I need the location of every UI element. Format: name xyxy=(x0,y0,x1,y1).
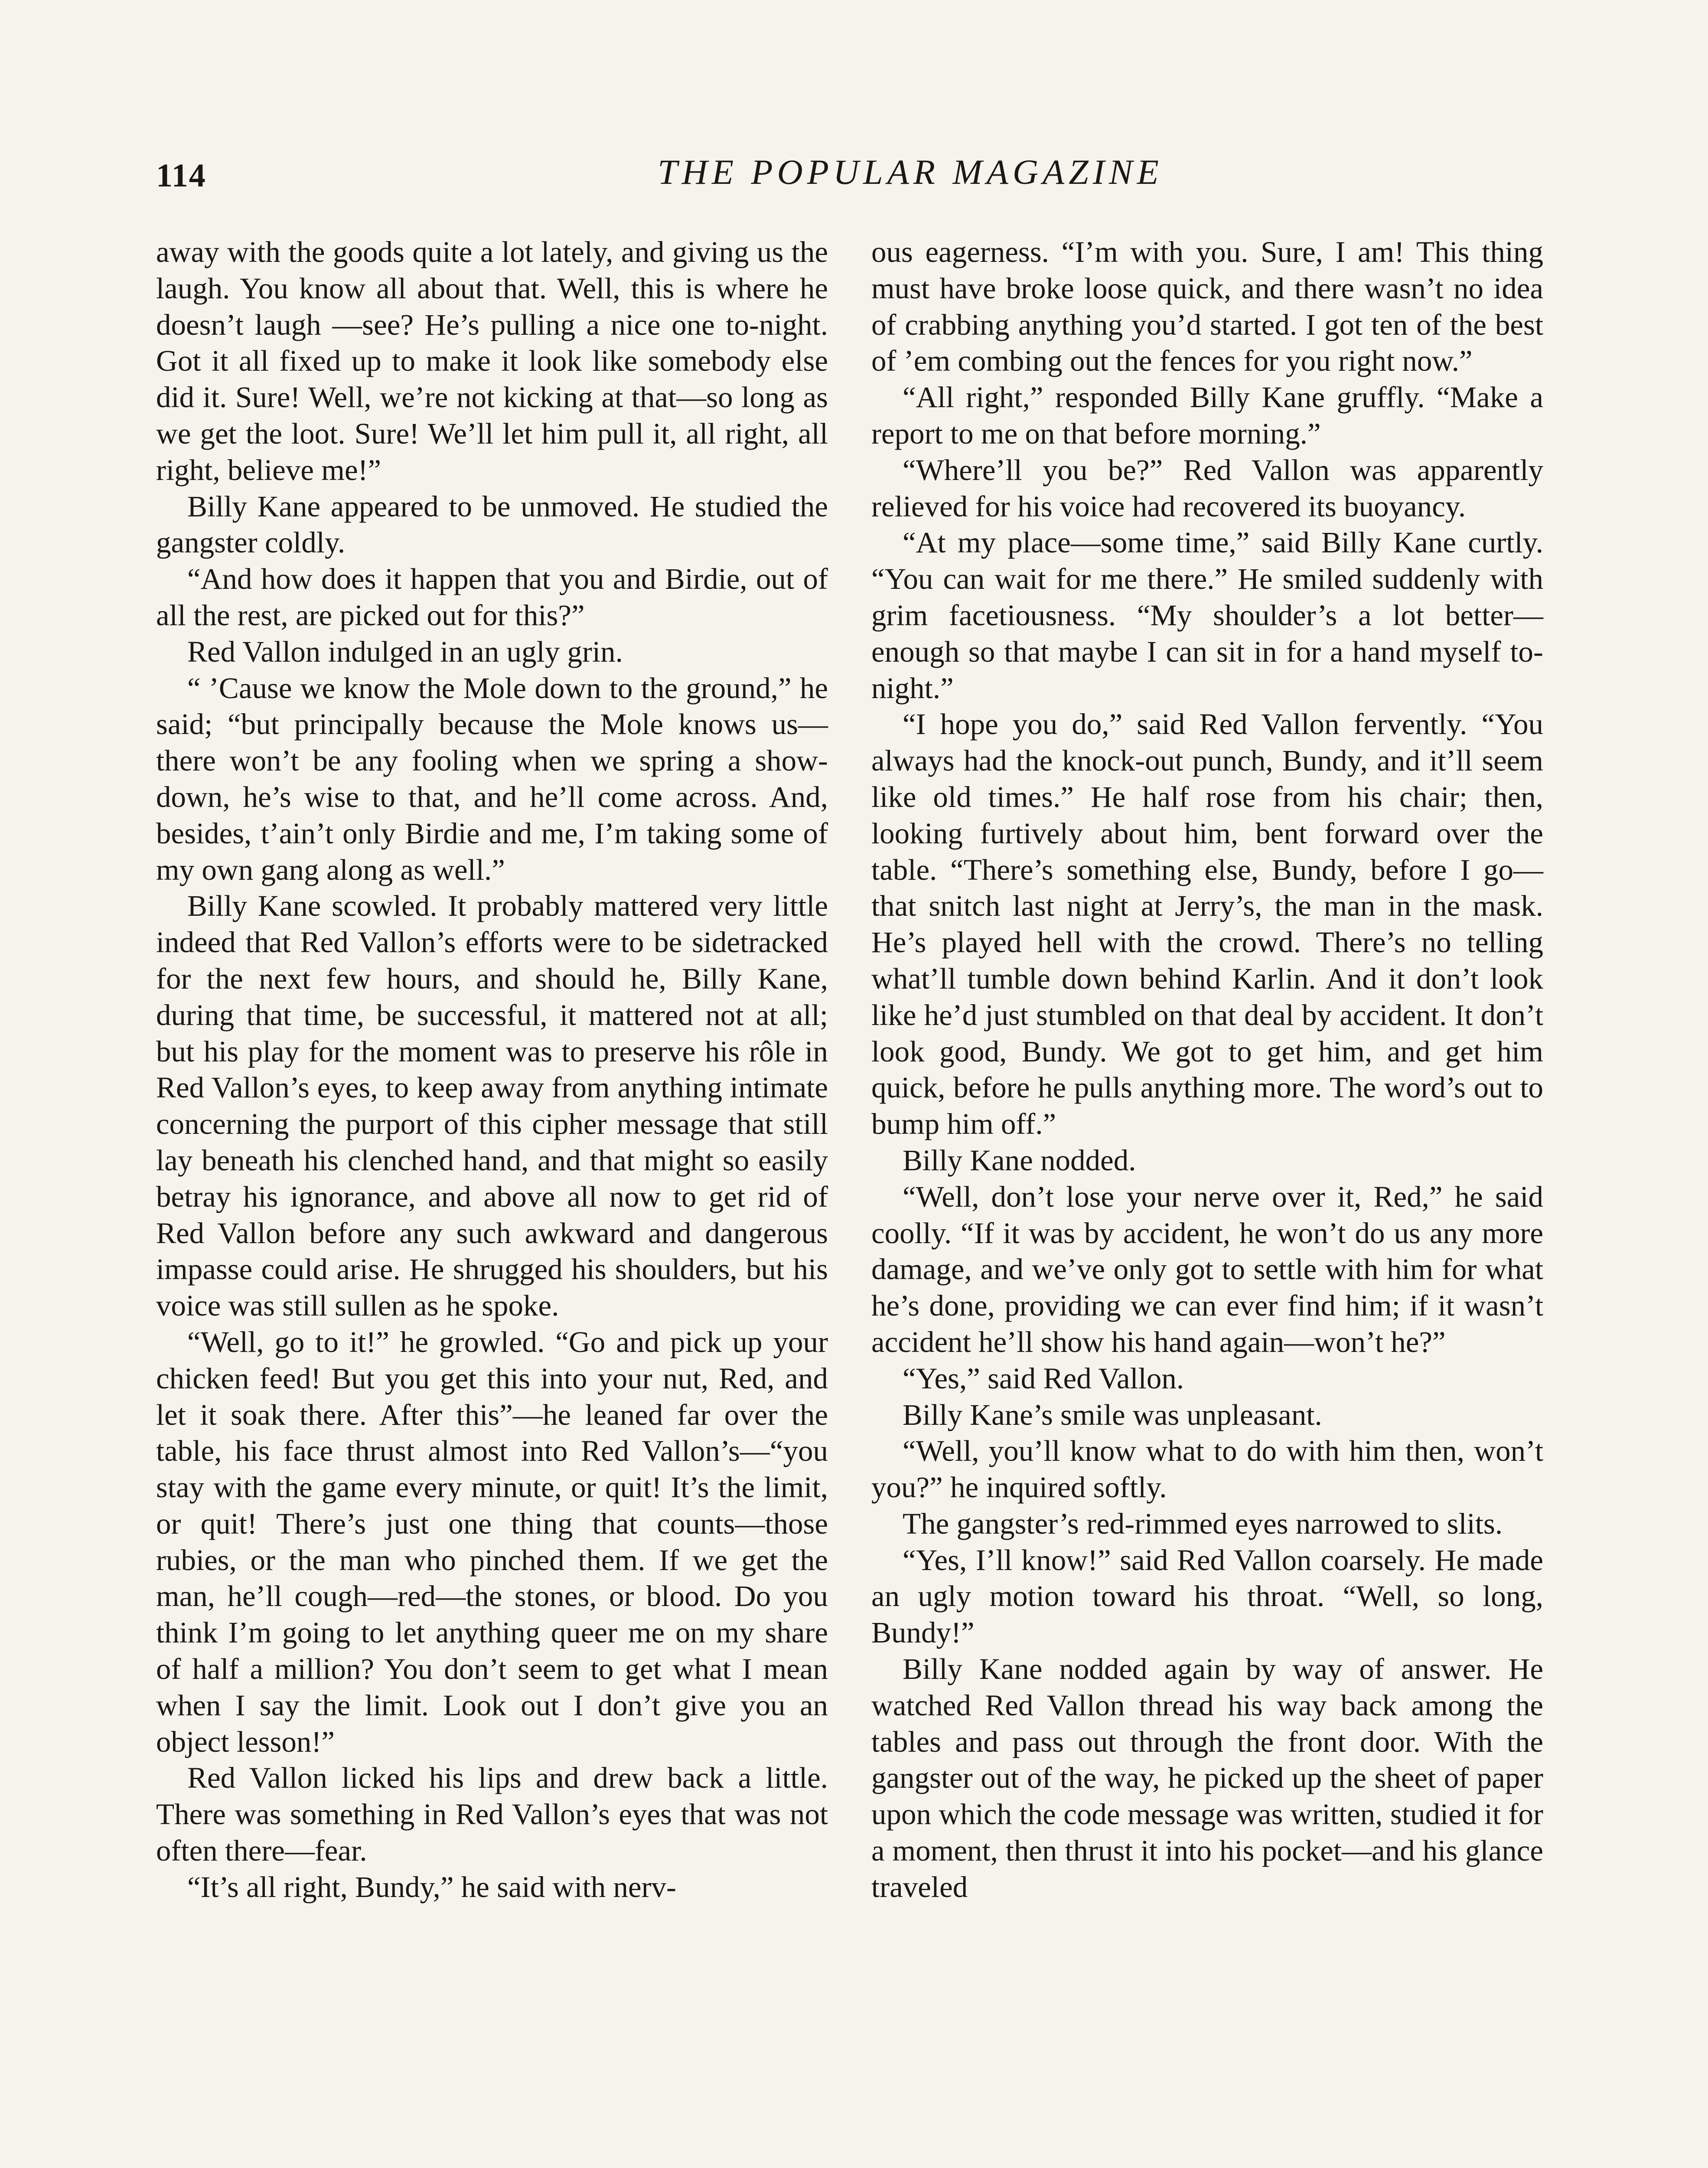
paragraph: “Well, you’ll know what to do with him then, won’t you?” he inquired softly. xyxy=(871,1434,1543,1504)
paragraph: “At my place—some time,” said Billy Kane curtly. “You can wait for me there.” He smiled suddenly with grim facetiousness. “My shoulder’s a lot better—enough so that maybe I can sit in for a hand myself to-night.” xyxy=(871,526,1543,705)
paragraph: Billy Kane nodded again by way of answer. He watched Red Vallon thread his way back among the tables and pass out through the front door. With the gangster out of the way, he picked up the sheet of paper upon which the code message was written, studied it for a moment, then thrust it into his pocket—and his glance traveled xyxy=(871,1652,1543,1904)
paragraph: “I hope you do,” said Red Vallon fervently. “You always had the knock-out punch, Bundy, and it’ll seem like old times.” He half rose from his chair; then, looking furtively about him, bent forward over the table. “There’s something else, Bundy, before I go—that snitch last night at Jerry’s, the man in the mask. He’s played hell with the crowd. There’s no telling what’ll tumble down behind Karlin. And it don’t look like he’d just stumbled on that deal by accident. It don’t look good, Bundy. We got to get him, and get him quick, before he pulls anything more. The word’s out to bump him off.” xyxy=(871,708,1543,1141)
paragraph: Red Vallon licked his lips and drew back a little. There was something in Red Vallon’s eyes that was not often there—fear. xyxy=(156,1761,828,1868)
paragraph: “ ’Cause we know the Mole down to the ground,” he said; “but principally because the Mole knows us—there won’t be any fooling when we spring a show-down, he’s wise to that, and he’ll come across. And, besides, t’ain’t only Birdie and me, I’m taking some of my own gang along as well.” xyxy=(156,671,828,886)
paragraph: ous eagerness. “I’m with you. Sure, I am! This thing must have broke loose quick, and there wasn’t no idea of crabbing anything you’d started. I got ten of the best of ’em combing out the fences for you right now.” xyxy=(871,235,1543,378)
paragraph: “Where’ll you be?” Red Vallon was apparently relieved for his voice had recovered its buoyancy. xyxy=(871,453,1543,523)
paragraph: “Yes, I’ll know!” said Red Vallon coarsely. He made an ugly motion toward his throat. “Well, so long, Bundy!” xyxy=(871,1543,1543,1649)
paragraph: “And how does it happen that you and Birdie, out of all the rest, are picked out for this?” xyxy=(156,562,828,632)
paragraph: away with the goods quite a lot lately, and giving us the laugh. You know all about that. Well, this is where he doesn’t laugh —see? He’s pulling a nice one to-night. Got it all fixed up to make it look like somebody else did it. Sure! Well, we’re not kicking at that—so long as we get the loot. Sure! We’ll let him pull it, all right, all right, believe me!” xyxy=(156,235,828,486)
paragraph: The gangster’s red-rimmed eyes narrowed to slits. xyxy=(903,1507,1503,1540)
paragraph: “Well, don’t lose your nerve over it, Red,” he said coolly. “If it was by accident, he won’t do us any more damage, and we’ve only got to settle with him for what he’s done, providing we can ever find him; if it wasn’t accident he’ll show his hand again—won’t he?” xyxy=(871,1180,1543,1358)
paragraph: “All right,” responded Billy Kane gruffly. “Make a report to me on that before morning.” xyxy=(871,381,1543,450)
paragraph: “It’s all right, Bundy,” he said with nerv- xyxy=(187,1870,677,1904)
paragraph: “Well, go to it!” he growled. “Go and pick up your chicken feed! But you get this into your nut, Red, and let it soak there. After this”—he leaned far over the table, his face thrust almost into Red Vallon’s—“you stay with the game every minute, or quit! It’s the limit, or quit! There’s just one thing that counts—those rubies, or the man who pinched them. If we get the man, he’ll cough—red—the stones, or blood. Do you think I’m going to let anything queer me on my share of half a million? You don’t seem to get what I mean when I say the limit. Look out I don’t give you an object lesson!” xyxy=(156,1325,828,1758)
paragraph: Billy Kane’s smile was unpleasant. xyxy=(903,1398,1322,1431)
left-column xyxy=(156,234,828,1906)
paragraph: Billy Kane appeared to be unmoved. He studied the gangster coldly. xyxy=(156,490,828,559)
paragraph: Red Vallon indulged in an ugly grin. xyxy=(187,635,623,668)
right-column xyxy=(871,234,1543,1906)
paragraph: Billy Kane scowled. It probably mattered very little indeed that Red Vallon’s efforts were to be sidetracked for the next few hours, and should he, Billy Kane, during that time, be successful, it mattered not at all; but his play for the moment was to preserve his rôle in Red Vallon’s eyes, to keep away from anything intimate concerning the purport of this cipher message that still lay beneath his clenched hand, and that might so easily betray his ignorance, and above all now to get rid of Red Vallon before any such awkward and dangerous impasse could arise. He shrugged his shoulders, but his voice was still sullen as he spoke. xyxy=(156,889,828,1322)
page-number: 114 xyxy=(156,157,206,194)
paragraph: “Yes,” said Red Vallon. xyxy=(903,1362,1184,1395)
paragraph: Billy Kane nodded. xyxy=(903,1143,1136,1177)
magazine-title: THE POPULAR MAGAZINE xyxy=(658,152,1163,192)
